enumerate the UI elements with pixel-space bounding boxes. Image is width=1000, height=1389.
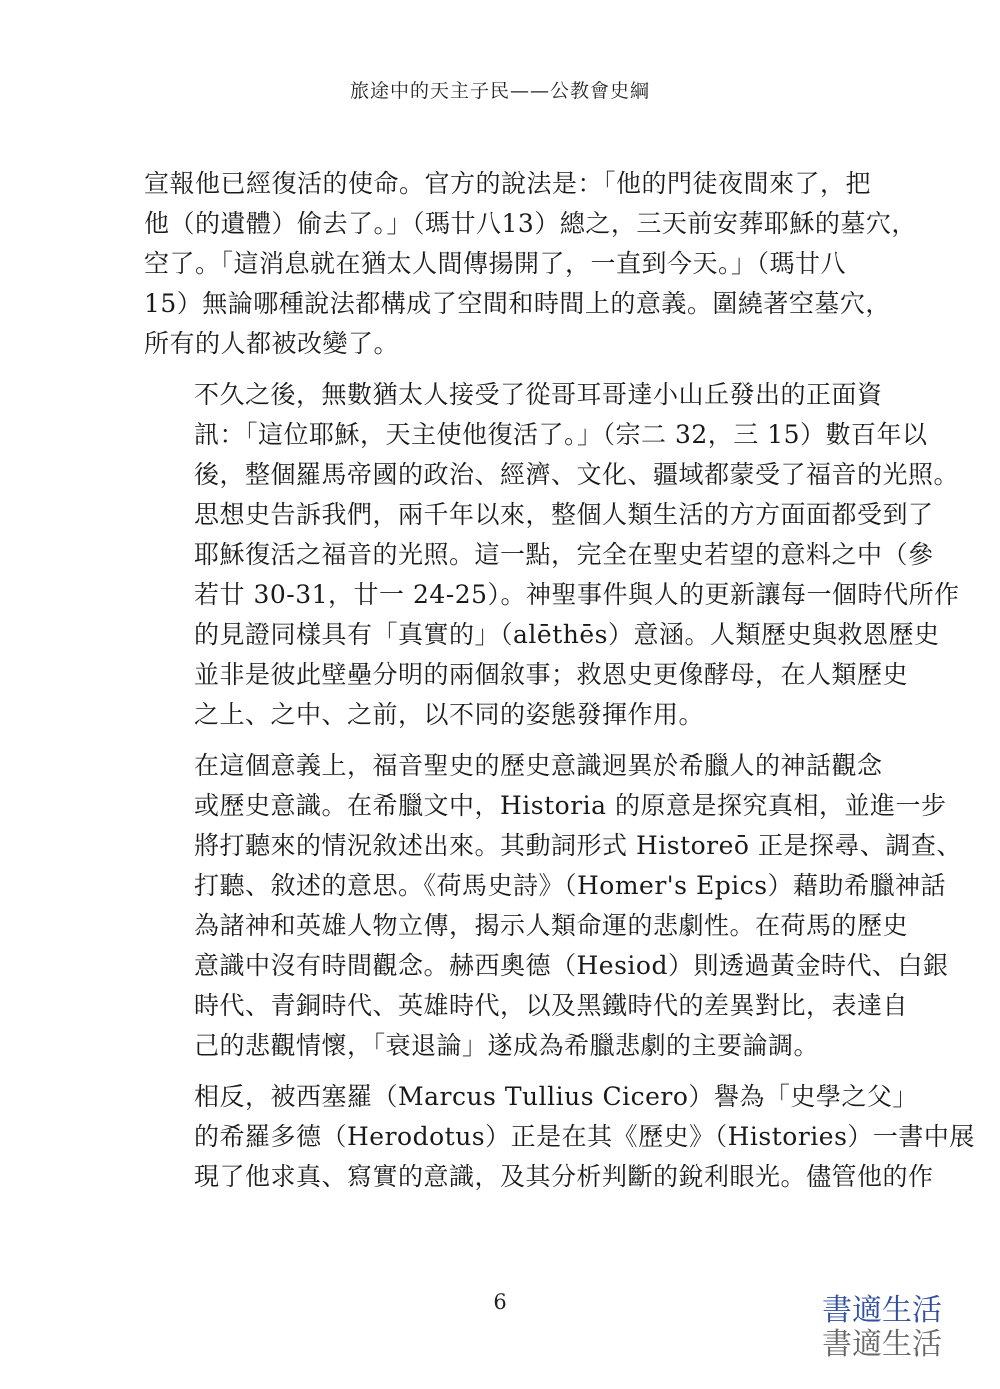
text-line: 意識中沒有時間觀念。赫西奧德（Hesiod）則透過黃金時代、白銀 — [194, 951, 949, 980]
text-line: 他（的遺體）偷去了。」（瑪廿八13）總之，三天前安葬耶穌的墓穴， — [144, 209, 917, 238]
text-line: 耶穌復活之福音的光照。這一點，完全在聖史若望的意料之中（參 — [194, 540, 934, 569]
text-line: 時代、青銅時代、英雄時代，以及黑鐵時代的差異對比，表達自 — [194, 991, 909, 1020]
text-line: 宣報他已經復活的使命。官方的說法是：「他的門徒夜間來了，把 — [144, 169, 872, 198]
text-line: 或歷史意識。在希臘文中，Historia 的原意是探究真相，並進一步 — [194, 791, 947, 820]
watermark-logo — [822, 1294, 942, 1362]
text-line: 不久之後，無數猶太人接受了從哥耳哥達小山丘發出的正面資 — [194, 380, 883, 409]
page-number: 6 — [493, 1290, 507, 1314]
text-line: 後，整個羅馬帝國的政治、經濟、文化、疆域都蒙受了福音的光照。 — [194, 460, 960, 489]
text-line: 的希羅多德（Herodotus）正是在其《歷史》（Histories）一書中展 — [194, 1122, 975, 1151]
watermark-line-2: 書適生活 — [822, 1327, 942, 1362]
paragraph — [144, 746, 962, 1066]
text-line: 之上、之中、之前，以不同的姿態發揮作用。 — [194, 700, 705, 729]
text-line: 15）無論哪種說法都構成了空間和時間上的意義。圍繞著空墓穴， — [144, 289, 891, 318]
text-line: 訊：「這位耶穌，天主使他復活了。」（宗二 32，三 15）數百年以 — [194, 420, 928, 449]
text-line: 的見證同樣具有「真實的」（alēthēs）意涵。人類歷史與救恩歷史 — [194, 620, 940, 649]
watermark-line-1: 書適生活 — [822, 1293, 942, 1328]
text-line: 現了他求真、寫實的意識，及其分析判斷的銳利眼光。儘管他的作 — [194, 1162, 934, 1191]
text-line: 思想史告訴我們，兩千年以來，整個人類生活的方方面面都受到了 — [194, 500, 934, 529]
text-line: 所有的人都被改變了。 — [144, 329, 400, 358]
text-line: 並非是彼此壁壘分明的兩個敘事；救恩史更像酵母，在人類歷史 — [194, 660, 909, 689]
text-line: 己的悲觀情懷，「衰退論」遂成為希臘悲劇的主要論調。 — [194, 1031, 820, 1060]
text-line: 相反，被西塞羅（Marcus Tullius Cicero）譽為「史學之父」 — [194, 1082, 918, 1111]
text-line: 空了。「這消息就在猶太人間傳揚開了，一直到今天。」（瑪廿八 — [144, 249, 847, 278]
text-line: 將打聽來的情況敘述出來。其動詞形式 Historeō 正是探尋、調查、 — [194, 831, 962, 860]
text-line: 在這個意義上，福音聖史的歷史意識迥異於希臘人的神話觀念 — [194, 751, 883, 780]
running-header: 旅途中的天主子民——公教會史綱 — [349, 80, 650, 102]
paragraph — [144, 164, 917, 364]
text-line: 打聽、敘述的意思。《荷馬史詩》（Homer's Epics）藉助希臘神話 — [194, 871, 947, 900]
body-text — [144, 164, 975, 1208]
paragraph — [144, 1077, 975, 1197]
text-line: 為諸神和英雄人物立傳，揭示人類命運的悲劇性。在荷馬的歷史 — [194, 911, 909, 940]
paragraph — [144, 375, 960, 735]
text-line: 若廿 30-31，廿一 24-25）。神聖事件與人的更新讓每一個時代所作 — [194, 580, 960, 609]
